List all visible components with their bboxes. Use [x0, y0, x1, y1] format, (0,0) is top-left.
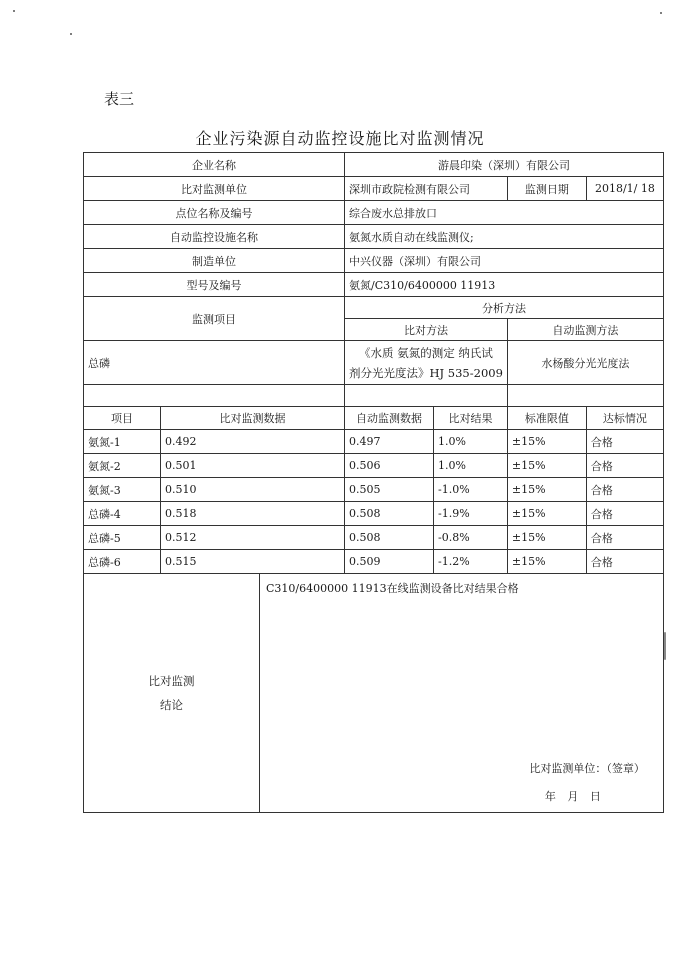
analysis-method-label: 分析方法: [345, 297, 664, 319]
monitor-date-value: 2018/1/ 18: [586, 177, 663, 201]
signature-unit: 比对监测单位：（签章）: [529, 762, 645, 775]
row-result: -1.0%: [434, 478, 508, 502]
row-item: 总磷-5: [84, 526, 161, 550]
col-header-item: 项目: [84, 407, 161, 430]
row-compare-value: 0.492: [161, 430, 345, 454]
row-auto-value: 0.508: [345, 502, 434, 526]
row-item: 总磷-6: [84, 550, 161, 574]
row-status: 合格: [586, 454, 663, 478]
conclusion-label-line1: 比对监测: [148, 674, 195, 688]
row-auto-value: 0.508: [345, 526, 434, 550]
table-row: [84, 550, 664, 574]
spacer-cell: [507, 385, 663, 407]
compare-method: [345, 341, 508, 385]
row-result: 1.0%: [434, 454, 508, 478]
table-row: [84, 430, 664, 454]
model-label: 型号及编号: [84, 273, 345, 297]
row-item: 氨氮-1: [84, 430, 161, 454]
facility-label: 自动监控设施名称: [84, 225, 345, 249]
facility-row: [84, 225, 664, 249]
monitor-unit-value: 深圳市政院检测有限公司: [345, 177, 508, 201]
conclusion-label: [84, 574, 260, 813]
document-title: 企业污染源自动监控设施比对监测情况: [195, 129, 485, 148]
row-result: -1.2%: [434, 550, 508, 574]
col-header-limit: 标准限值: [507, 407, 586, 430]
method-item: 总磷: [84, 341, 345, 385]
spacer-row: [84, 385, 664, 407]
monitor-date-label: 监测日期: [507, 177, 586, 201]
row-item: 氨氮-3: [84, 478, 161, 502]
compare-method-label: 比对方法: [345, 319, 508, 341]
method-row: [84, 341, 664, 385]
row-compare-value: 0.512: [161, 526, 345, 550]
row-limit: ±15%: [507, 454, 586, 478]
table-row: [84, 454, 664, 478]
row-auto-value: 0.505: [345, 478, 434, 502]
row-limit: ±15%: [507, 430, 586, 454]
row-auto-value: 0.509: [345, 550, 434, 574]
scan-speck: [13, 10, 15, 12]
point-label: 点位名称及编号: [84, 201, 345, 225]
monitor-unit-row: [84, 177, 664, 201]
analysis-header-row: [84, 297, 664, 319]
col-header-auto: 自动监测数据: [345, 407, 434, 430]
monitoring-table: [83, 152, 664, 813]
point-value: 综合废水总排放口: [345, 201, 664, 225]
facility-value: 氨氮水质自动在线监测仪;: [345, 225, 664, 249]
results-header-row: [84, 407, 664, 430]
row-compare-value: 0.515: [161, 550, 345, 574]
company-value: 游晨印染（深圳）有限公司: [345, 153, 664, 177]
col-header-result: 比对结果: [434, 407, 508, 430]
maker-label: 制造单位: [84, 249, 345, 273]
row-limit: ±15%: [507, 550, 586, 574]
conclusion-label-line2: 结论: [160, 698, 183, 712]
maker-value: 中兴仪器（深圳）有限公司: [345, 249, 664, 273]
row-status: 合格: [586, 526, 663, 550]
row-item: 总磷-4: [84, 502, 161, 526]
row-limit: ±15%: [507, 526, 586, 550]
table-row: [84, 526, 664, 550]
spacer-cell: [345, 385, 508, 407]
col-header-status: 达标情况: [586, 407, 663, 430]
report-table: [83, 152, 664, 813]
row-limit: ±15%: [507, 478, 586, 502]
row-status: 合格: [586, 550, 663, 574]
row-compare-value: 0.501: [161, 454, 345, 478]
table-label: 表三: [104, 90, 135, 108]
row-status: 合格: [586, 430, 663, 454]
scan-speck: [70, 33, 72, 35]
scan-speck: [660, 12, 662, 14]
row-status: 合格: [586, 502, 663, 526]
row-compare-value: 0.518: [161, 502, 345, 526]
point-row: [84, 201, 664, 225]
row-auto-value: 0.506: [345, 454, 434, 478]
spacer-cell: [84, 385, 345, 407]
monitor-unit-label: 比对监测单位: [84, 177, 345, 201]
table-row: [84, 478, 664, 502]
conclusion-text: C310/6400000 11913在线监测设备比对结果合格: [266, 582, 519, 595]
maker-row: [84, 249, 664, 273]
row-compare-value: 0.510: [161, 478, 345, 502]
auto-method-label: 自动监测方法: [507, 319, 663, 341]
compare-method-line2: 剂分光光度法》HJ 535-2009: [349, 365, 503, 380]
row-item: 氨氮-2: [84, 454, 161, 478]
company-row: [84, 153, 664, 177]
compare-method-line1: 《水质 氨氮的测定 纳氏试: [359, 345, 493, 360]
company-label: 企业名称: [84, 153, 345, 177]
row-status: 合格: [586, 478, 663, 502]
auto-method: 水杨酸分光光度法: [507, 341, 663, 385]
row-result: -1.9%: [434, 502, 508, 526]
monitor-item-label: 监测项目: [84, 297, 345, 341]
signature-date: 年 月 日: [544, 790, 605, 803]
conclusion-row: [84, 574, 664, 813]
model-row: [84, 273, 664, 297]
row-auto-value: 0.497: [345, 430, 434, 454]
col-header-compare: 比对监测数据: [161, 407, 345, 430]
table-row: [84, 502, 664, 526]
conclusion-body: [260, 574, 664, 813]
row-result: -0.8%: [434, 526, 508, 550]
model-value: 氨氮/C310/6400000 11913: [345, 273, 664, 297]
row-result: 1.0%: [434, 430, 508, 454]
row-limit: ±15%: [507, 502, 586, 526]
scan-mark: [664, 632, 666, 660]
